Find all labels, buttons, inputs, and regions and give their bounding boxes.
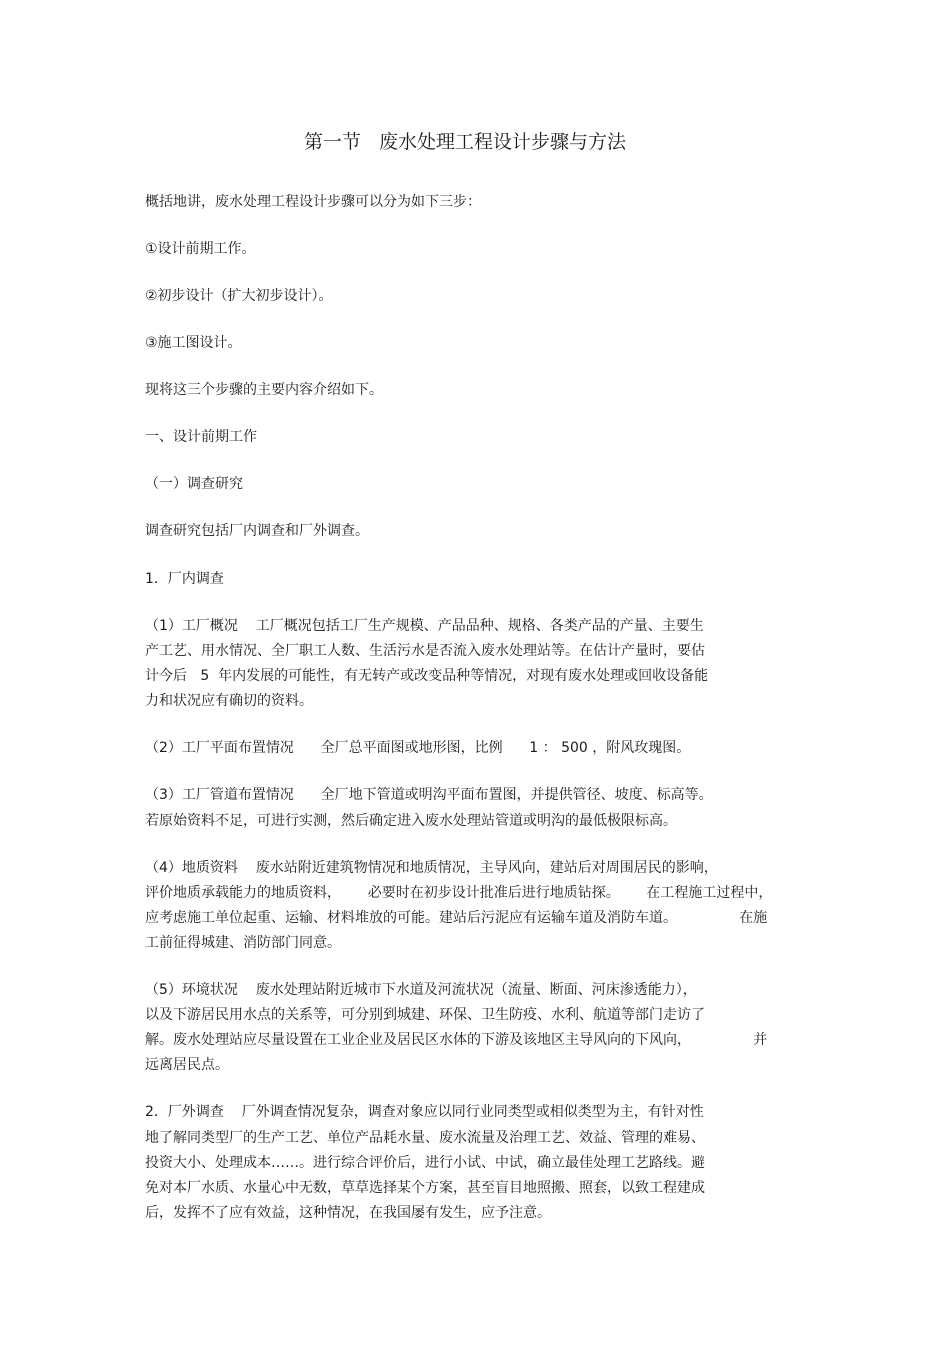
step-2-line: ②初步设计（扩大初步设计）。 xyxy=(145,288,333,304)
paragraph-line: （5）环境状况 废水处理站附近城市下水道及河流状况（流量、断面、河床渗透能力）， xyxy=(145,982,697,998)
paragraph-line: 投资大小、处理成本……。进行综合评价后，进行小试、中试，确立最佳处理工艺路线。避 xyxy=(145,1155,705,1171)
paragraph-line: 计今后 5 年内发展的可能性，有无转产或改变品种等情况，对现有废水处理或回收设备能 xyxy=(145,668,709,684)
paragraph-line: 工前征得城建、消防部门同意。 xyxy=(145,935,341,951)
paragraph-line: （3）工厂管道布置情况 全厂地下管道或明沟平面布置图，并提供管径、坡度、标高等。 xyxy=(145,787,713,803)
intro-line: 概括地讲，废水处理工程设计步骤可以分为如下三步： xyxy=(145,194,481,210)
paragraph-line: 调查研究包括厂内调查和厂外调查。 xyxy=(145,523,369,539)
paragraph-line: 后，发挥不了应有效益，这种情况，在我国屡有发生，应予注意。 xyxy=(145,1205,551,1221)
summary-line: 现将这三个步骤的主要内容介绍如下。 xyxy=(145,382,383,398)
paragraph-line: （2）工厂平面布置情况 全厂总平面图或地形图，比例 1 ： 500 ，附风玫瑰图。 xyxy=(145,740,691,756)
paragraph-line: 远离居民点。 xyxy=(145,1057,229,1073)
paragraph-line: 地了解同类型厂的生产工艺、单位产品耗水量、废水流量及治理工艺、效益、管理的难易、 xyxy=(145,1130,705,1146)
step-3-line: ③施工图设计。 xyxy=(145,335,242,351)
paragraph-line: 评价地质承载能力的地质资料， 必要时在初步设计批准后进行地质钻探。 在工程施工过程中， xyxy=(145,885,773,901)
paragraph-line: 免对本厂水质、水量心中无数，草草选择某个方案，甚至盲目地照搬、照套，以致工程建成 xyxy=(145,1180,705,1196)
subsection-heading: （一）调查研究 xyxy=(145,476,243,492)
paragraph-line: 以及下游居民用水点的关系等，可分别到城建、环保、卫生防疫、水利、航道等部门走访了 xyxy=(145,1007,705,1023)
paragraph-line: 2．厂外调查 厂外调查情况复杂，调查对象应以同行业同类型或相似类型为主，有针对性 xyxy=(145,1104,704,1120)
paragraph-line: 应考虑施工单位起重、运输、材料堆放的可能。建站后污泥应有运输车道及消防车道。 在施 xyxy=(145,910,768,926)
item-heading: 1．厂内调查 xyxy=(145,571,224,587)
paragraph-line: 若原始资料不足，可进行实测，然后确定进入废水处理站管道或明沟的最低极限标高。 xyxy=(145,813,677,829)
section-heading: 一、设计前期工作 xyxy=(145,429,257,445)
paragraph-line: （4）地质资料 废水站附近建筑物情况和地质情况，主导风向，建站后对周围居民的影响， xyxy=(145,860,718,876)
paragraph-line: 解。废水处理站应尽量设置在工业企业及居民区水体的下游及该地区主导风向的下风向， 并 xyxy=(145,1032,768,1048)
paragraph-line: 产工艺、用水情况、全厂职工人数、生活污水是否流入废水处理站等。在估计产量时，要估 xyxy=(145,643,705,659)
paragraph-line: （1）工厂概况 工厂概况包括工厂生产规模、产品品种、规格、各类产品的产量、主要生 xyxy=(145,618,704,634)
step-1-line: ①设计前期工作。 xyxy=(145,241,256,257)
paragraph-line: 力和状况应有确切的资料。 xyxy=(145,693,313,709)
page-title: 第一节 废水处理工程设计步骤与方法 xyxy=(303,131,627,153)
